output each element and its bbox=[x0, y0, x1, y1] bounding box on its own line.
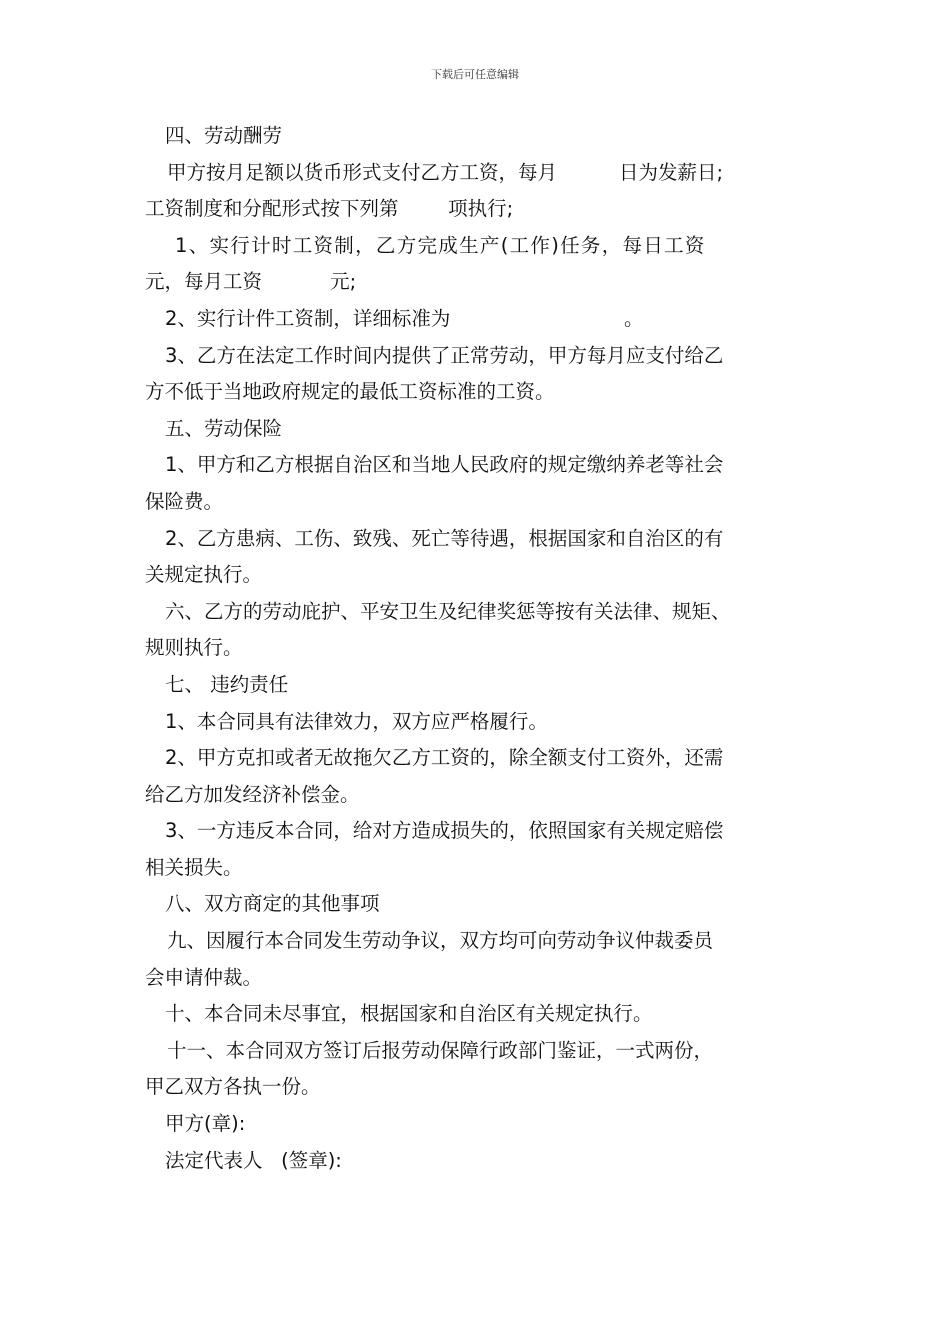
signature-party-a: 甲方(章): bbox=[165, 1112, 246, 1136]
section-heading: 十、本合同未尽事宜，根据国家和自治区有关规定执行。 bbox=[165, 1002, 653, 1026]
contract-body bbox=[145, 118, 815, 1179]
section-heading: 四、劳动酬劳 bbox=[165, 124, 283, 147]
paragraph-line: 给乙方加发经济补偿金。 bbox=[145, 782, 360, 806]
paragraph-line: 2、甲方克扣或者无故拖欠乙方工资的，除全额支付工资外，还需 bbox=[165, 746, 724, 770]
paragraph-line: 3、一方违反本合同，给对方造成损失的，依照国家有关规定赔偿 bbox=[165, 819, 724, 843]
paragraph-line: 1、甲方和乙方根据自治区和当地人民政府的规定缴纳养老等社会 bbox=[165, 453, 724, 477]
paragraph-line: 1、实行计时工资制，乙方完成生产(工作)任务，每日工资 bbox=[175, 233, 706, 257]
paragraph-line: 甲方按月足额以货币形式支付乙方工资，每月 日为发薪日; bbox=[167, 160, 724, 184]
paragraph-line: 方不低于当地政府规定的最低工资标准的工资。 bbox=[145, 380, 555, 404]
section-heading: 九、因履行本合同发生劳动争议，双方均可向劳动争议仲裁委员 bbox=[167, 929, 714, 953]
paragraph-line: 甲乙双方各执一份。 bbox=[145, 1075, 321, 1099]
page-header-note: 下载后可任意编辑 bbox=[431, 68, 519, 81]
paragraph-line: 工资制度和分配形式按下列第 项执行; bbox=[145, 197, 514, 221]
paragraph-line: 3、乙方在法定工作时间内提供了正常劳动，甲方每月应支付给乙 bbox=[165, 343, 724, 367]
section-heading: 八、双方商定的其他事项 bbox=[165, 892, 380, 916]
section-heading: 十一、本合同双方签订后报劳动保障行政部门鉴证，一式两份， bbox=[167, 1038, 714, 1062]
section-heading: 五、劳动保险 bbox=[165, 416, 283, 440]
paragraph-line: 2、实行计件工资制，详细标准为 。 bbox=[165, 306, 644, 330]
section-heading: 七、 违约责任 bbox=[165, 672, 289, 696]
paragraph-line: 会申请仲裁。 bbox=[145, 965, 263, 989]
section-heading: 六、乙方的劳动庇护、平安卫生及纪律奖惩等按有关法律、规矩、 bbox=[165, 599, 731, 623]
paragraph-line: 元，每月工资 元; bbox=[145, 270, 357, 294]
paragraph-line: 1、本合同具有法律效力，双方应严格履行。 bbox=[165, 709, 548, 733]
signature-legal-representative: 法定代表人 (签章): bbox=[165, 1148, 342, 1172]
paragraph-line: 2、乙方患病、工伤、致残、死亡等待遇，根据国家和自治区的有 bbox=[165, 526, 724, 550]
paragraph-line: 相关损失。 bbox=[145, 855, 243, 879]
paragraph-line: 关规定执行。 bbox=[145, 563, 263, 587]
paragraph-line: 保险费。 bbox=[145, 489, 224, 513]
paragraph-line: 规则执行。 bbox=[145, 636, 243, 660]
